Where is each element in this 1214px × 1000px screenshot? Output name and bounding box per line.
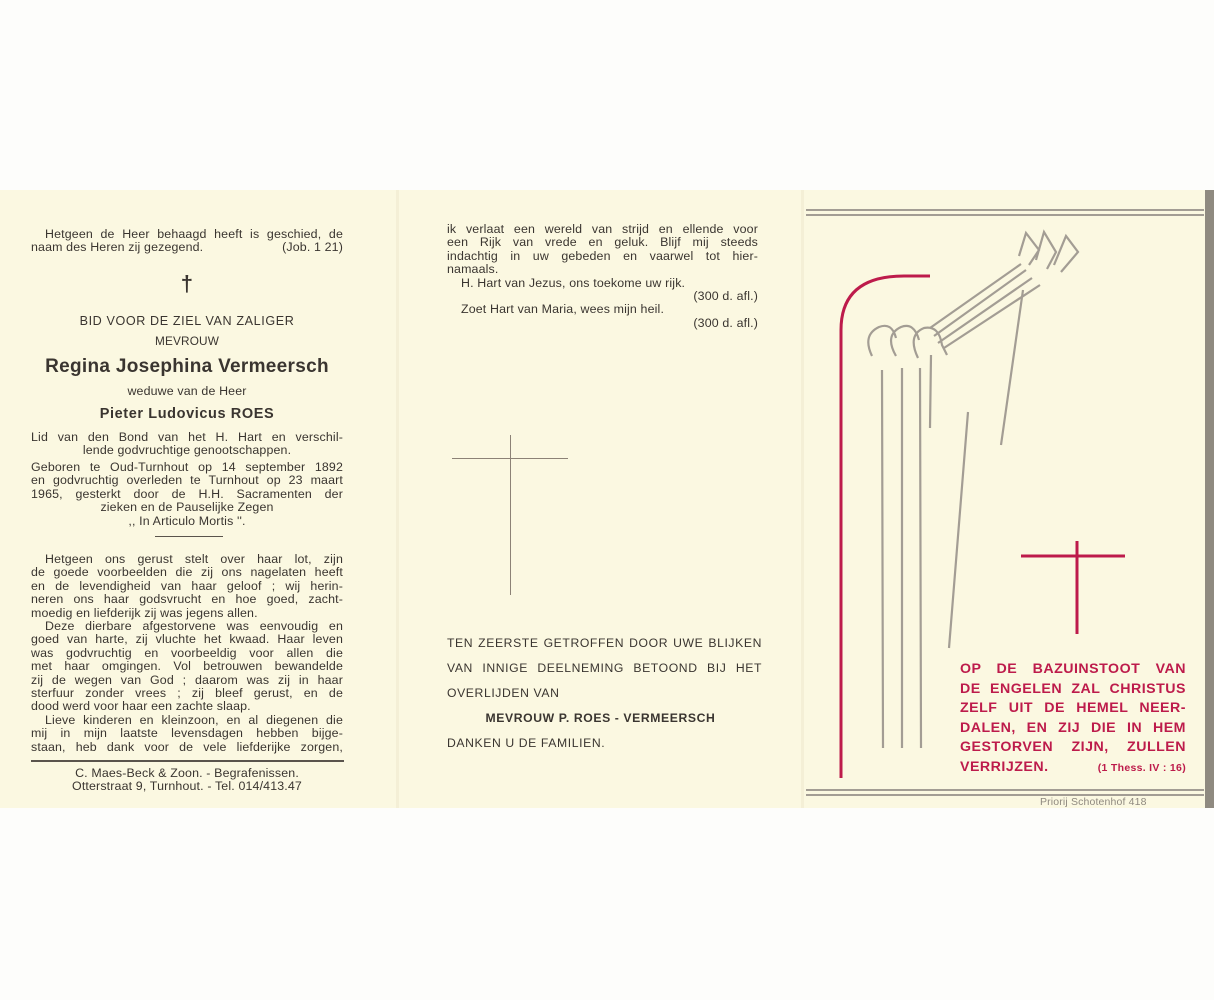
eulogy-line: dood werd voor haar een zachte slaap. xyxy=(31,699,251,714)
cross-icon-bar xyxy=(452,458,568,459)
farewell-line: een Rijk van vrede en geluk. Blijf mij steeds xyxy=(447,235,758,250)
undertaker-line: C. Maes-Beck & Zoon. - Begrafenissen. xyxy=(75,766,299,780)
eulogy-line: moedig en liefderijk zij was jegens allen. xyxy=(31,605,258,620)
deceased-name: Regina Josephina Vermeersch xyxy=(45,356,329,377)
biography-line: ,, In Articulo Mortis ''. xyxy=(128,513,246,528)
right-panel xyxy=(804,190,1214,808)
red-arch-line xyxy=(841,276,930,778)
thanks-closing: DANKEN U DE FAMILIEN. xyxy=(447,736,606,750)
eulogy-line: met haar omgingen. Vol betrouwen bewandelde xyxy=(31,659,343,674)
biography-line: zieken en de Pauselijke Zegen xyxy=(100,500,274,515)
undertaker-line: Otterstraat 9, Turnhout. - Tel. 014/413.47 xyxy=(72,779,302,794)
memorial-card xyxy=(0,190,1214,808)
rule-top xyxy=(806,210,1204,215)
husband-name: Pieter Ludovicus ROES xyxy=(99,406,275,422)
verse-last-line xyxy=(960,758,1186,778)
eulogy-line: en de levendigheid van haar geloof ; wij herin- xyxy=(31,578,343,593)
divider xyxy=(31,760,344,762)
indulgence-note: (300 d. afl.) xyxy=(693,289,758,304)
left-panel xyxy=(0,190,396,808)
thanks-line: TEN ZEERSTE GETROFFEN DOOR UWE BLIJKEN xyxy=(447,636,762,650)
biography-line: Geboren te Oud-Turnhout op 14 september 1892 xyxy=(31,460,343,474)
verse-reference: (1 Thess. IV : 16) xyxy=(1097,761,1186,774)
prayer-line: H. Hart van Jezus, ons toekome uw rijk. xyxy=(461,275,686,290)
eulogy-text xyxy=(31,553,343,754)
rule-bottom xyxy=(806,790,1204,795)
undertaker xyxy=(31,767,343,794)
epigraph-text: naam des Heren zij gezegend. xyxy=(31,240,204,255)
eulogy-line: Hetgeen ons gerust stelt over haar lot, zijn xyxy=(45,552,343,566)
verse-line: DE ENGELEN ZAL CHRISTUS xyxy=(960,680,1186,697)
farewell-line: ik verlaat een wereld van strijd en ellende voor xyxy=(447,222,758,236)
thanks-name: MEVROUW P. ROES - VERMEERSCH xyxy=(485,711,716,725)
middle-panel xyxy=(399,190,801,808)
thanks-line: VAN INNIGE DEELNEMING BETOOND BIJ HET xyxy=(447,661,762,675)
membership xyxy=(31,431,343,458)
epigraph-line: Hetgeen de Heer behaagd heeft is geschied, de xyxy=(45,227,343,241)
verse-line: ZELF UIT DE HEMEL NEER- xyxy=(960,700,1186,717)
farewell-line: namaals. xyxy=(447,262,499,277)
printer-credit: Priorij Schotenhof 418 xyxy=(1040,797,1147,808)
biography-line: en godvruchtig overleden te Turnhout op 23 maart xyxy=(31,473,343,488)
eulogy-line: zij de wegen van God ; daarom was zij in haar xyxy=(31,672,343,687)
eulogy-line: mij in mijn laatste levensdagen hebben bijge- xyxy=(31,726,343,741)
farewell-text xyxy=(447,223,758,330)
cross-icon: † xyxy=(180,271,194,296)
prayer-heading: BID VOOR DE ZIEL VAN ZALIGER xyxy=(79,314,295,328)
indulgence-note: (300 d. afl.) xyxy=(693,315,758,330)
eulogy-line: sterfuur zonder vrees ; zij bleef gerust, en de xyxy=(31,686,343,701)
eulogy-line: was godvruchtig en voorbeeldig voor allen die xyxy=(31,645,343,660)
biography xyxy=(31,461,343,528)
eulogy-line: staan, heb dank voor de vele liefderijke zorgen, xyxy=(31,739,343,754)
eulogy-line: Lieve kinderen en kleinzoon, en al diegenen die xyxy=(45,712,343,727)
title-mevrouw: MEVROUW xyxy=(155,334,219,348)
widow-of: weduwe van de Heer xyxy=(127,384,247,398)
eulogy-line: goed van harte, zij vluchte het kwaad. Haar leven xyxy=(31,632,343,647)
membership-line: Lid van den Bond van het H. Hart en verschil- xyxy=(31,430,343,444)
verse-line: GESTORVEN ZIJN, ZULLEN xyxy=(960,739,1186,756)
bible-verse xyxy=(960,660,1186,778)
epigraph-line-2 xyxy=(31,241,343,254)
thanks-line: OVERLIJDEN VAN xyxy=(447,686,560,700)
eulogy-line: neren ons haar godsvrucht en hoe goed, zacht- xyxy=(31,592,343,607)
prayer-line: Zoet Hart van Maria, wees mijn heil. xyxy=(461,302,665,317)
verse-line: VERRIJZEN. xyxy=(960,758,1049,775)
verse-line: OP DE BAZUINSTOOT VAN xyxy=(960,661,1186,677)
farewell-line: indachtig in uw gebeden en vaarwel tot hier- xyxy=(447,248,758,263)
acknowledgement-text xyxy=(447,631,762,756)
epigraph-reference: (Job. 1 21) xyxy=(282,240,343,255)
membership-line: lende godvruchtige genootschappen. xyxy=(82,443,292,458)
verse-line: DALEN, EN ZIJ DIE IN HEM xyxy=(960,719,1186,736)
cross-icon xyxy=(510,435,511,595)
biography-line: 1965, gesterkt door de H.H. Sacramenten der xyxy=(31,486,343,501)
eulogy-line: de goede voorbeelden die zij ons nagelaten heeft xyxy=(31,565,343,580)
epigraph xyxy=(31,228,343,255)
eulogy-line: Deze dierbare afgestorvene was eenvoudig en xyxy=(45,619,343,634)
divider xyxy=(155,536,223,537)
red-cross-icon xyxy=(1021,541,1125,634)
